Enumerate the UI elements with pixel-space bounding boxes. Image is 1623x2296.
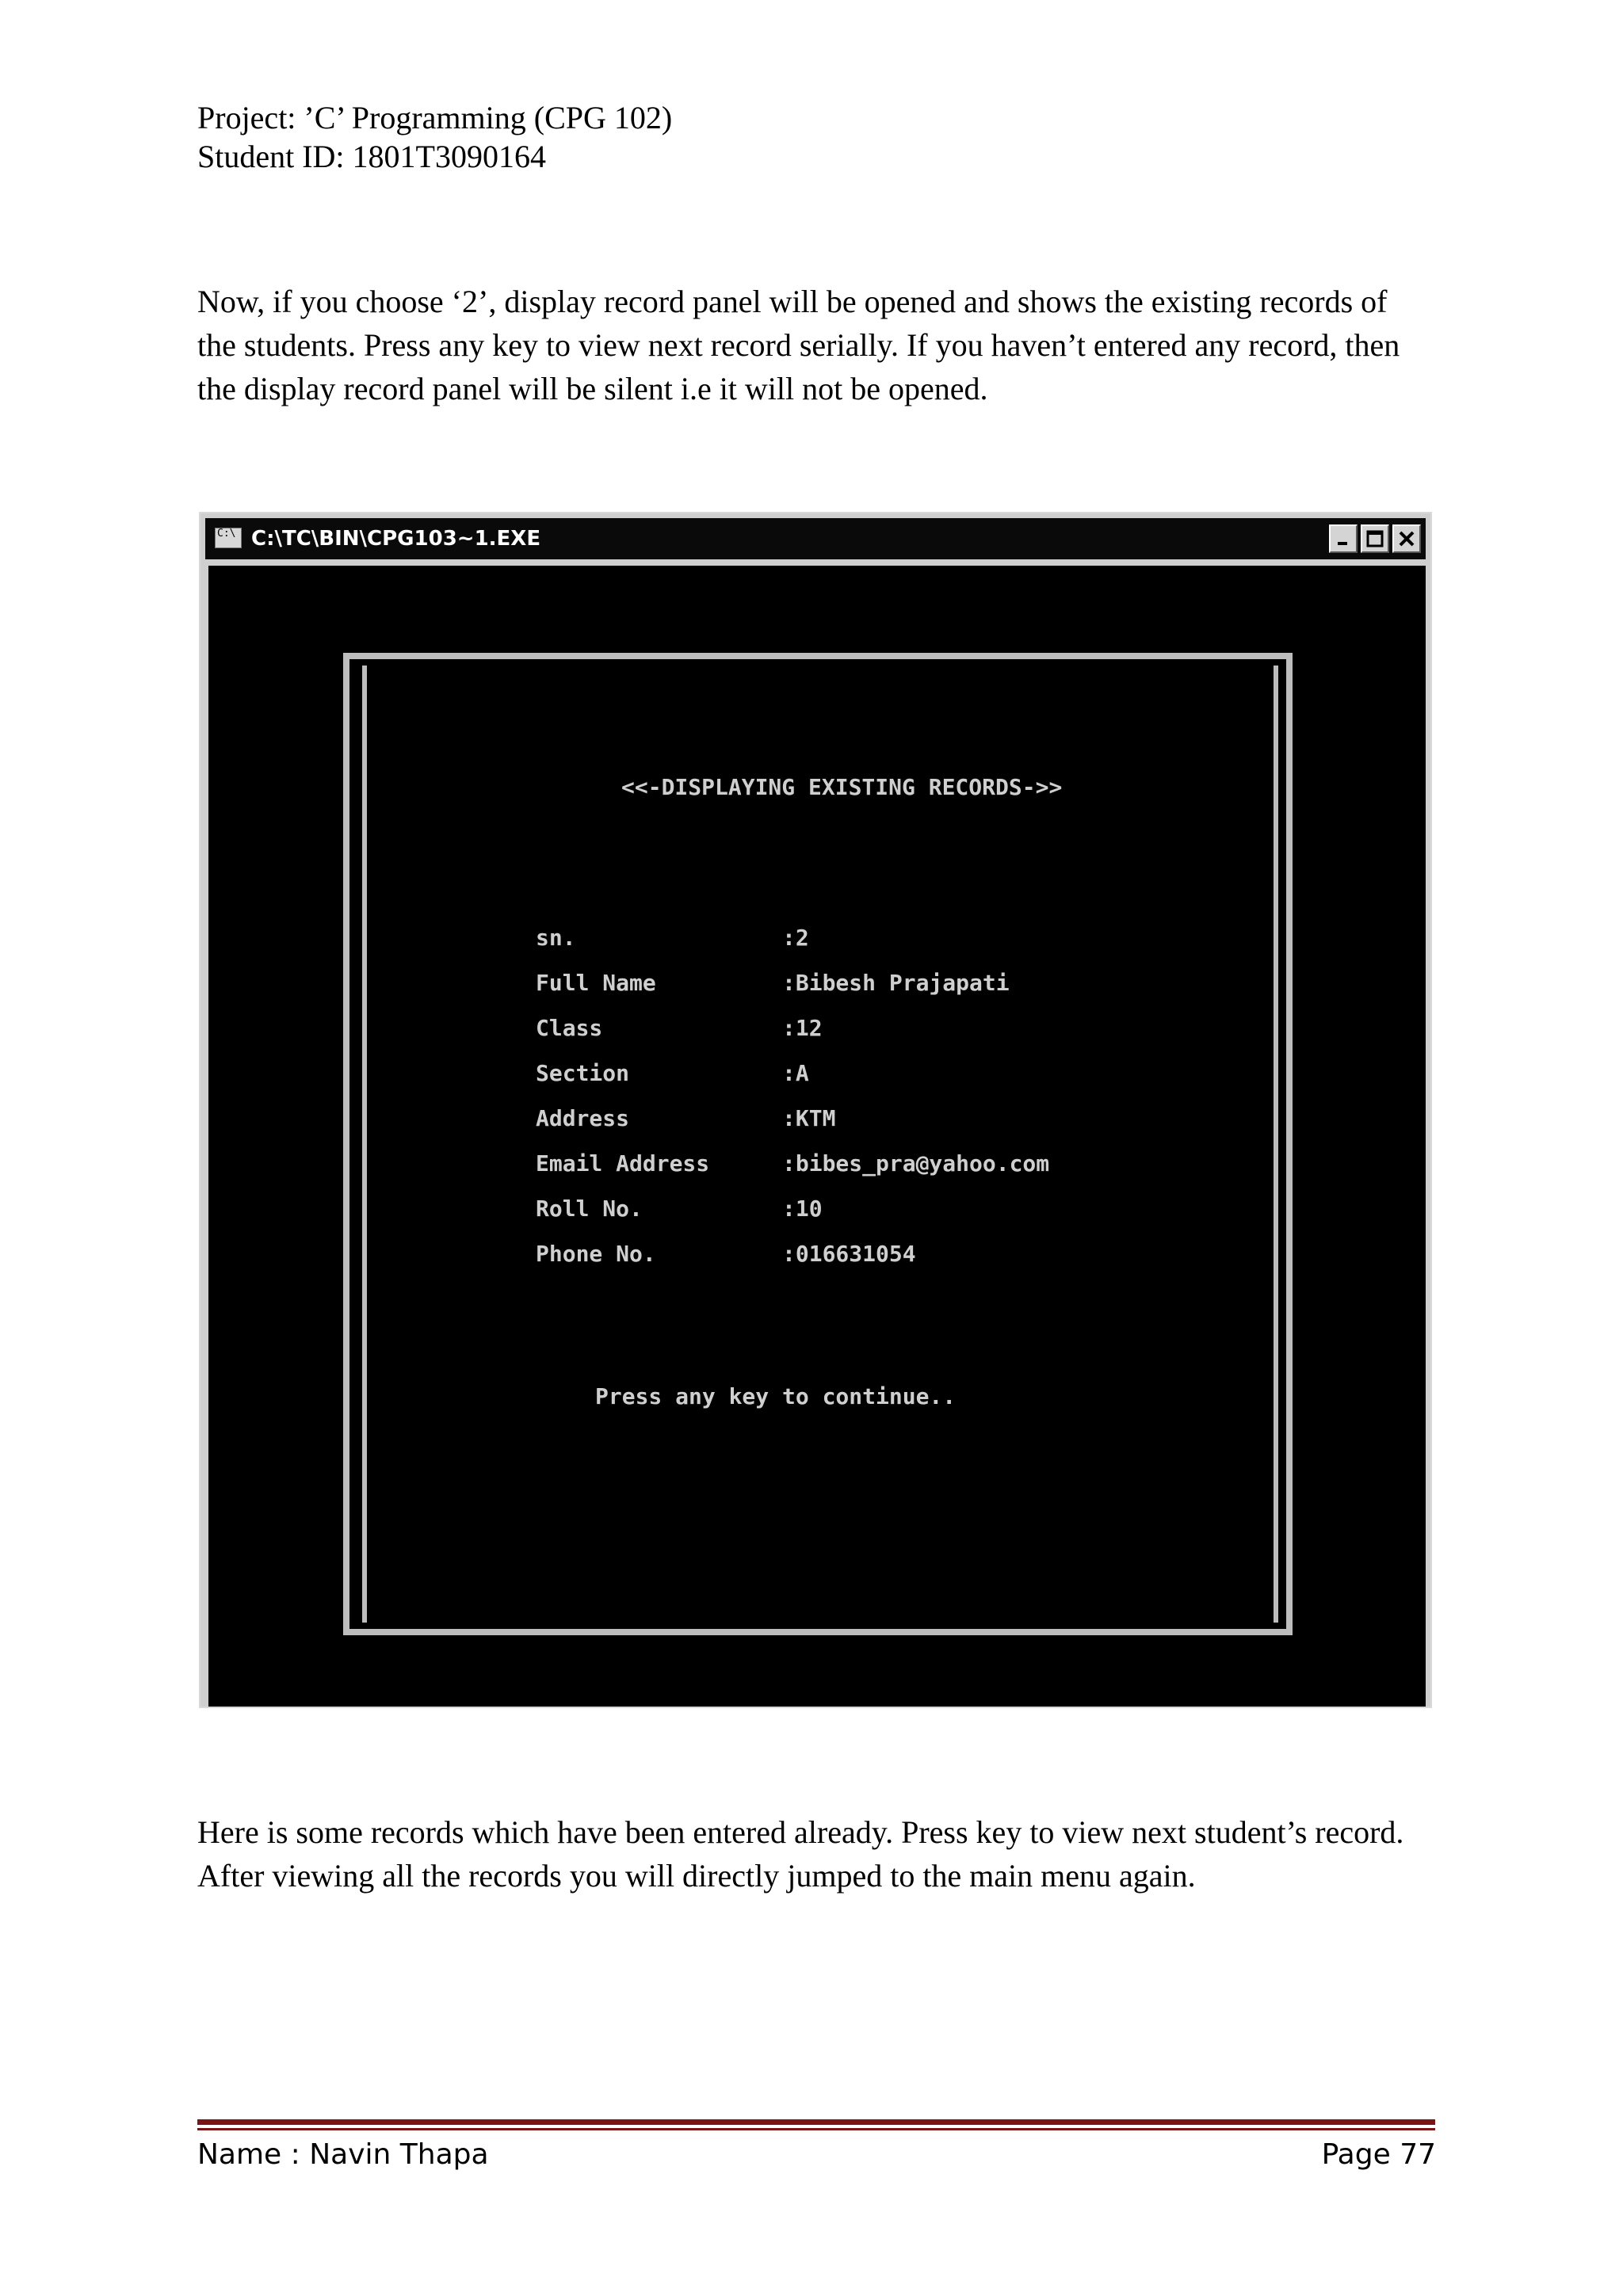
record-label: Class [536, 1015, 603, 1041]
record-label: Address [536, 1105, 630, 1131]
record-label: Full Name [536, 970, 656, 996]
closing-paragraph: Here is some records which have been entered already. Press key to view next student’s record. After viewing all the records you will directly jumped to the main menu again. [197, 1814, 1404, 1894]
footer-page-number: Page 77 [1321, 2138, 1436, 2171]
footer-author: Name : Navin Thapa [197, 2138, 489, 2171]
maximize-icon [1362, 526, 1388, 551]
footer-rule-thin [197, 2128, 1435, 2130]
record-label: Roll No. [536, 1196, 643, 1222]
record-value: :10 [782, 1196, 823, 1222]
maximize-button[interactable] [1361, 524, 1389, 553]
record-value: :Bibesh Prajapati [782, 970, 1010, 996]
record-label: Phone No. [536, 1241, 656, 1267]
record-panel-inner-frame [362, 666, 1278, 1623]
console-app-icon: C:\ [215, 528, 242, 548]
close-button[interactable] [1392, 524, 1421, 553]
record-value: :2 [782, 925, 809, 951]
footer-rule-thick [197, 2119, 1435, 2125]
console-screen [208, 566, 1426, 1707]
record-value: :bibes_pra@yahoo.com [782, 1150, 1050, 1177]
record-value: :A [782, 1060, 809, 1086]
record-value: :12 [782, 1015, 823, 1041]
console-window-screenshot [199, 512, 1432, 1708]
record-value: :016631054 [782, 1241, 916, 1267]
record-value: :KTM [782, 1105, 836, 1131]
record-panel-heading: <<-DISPLAYING EXISTING RECORDS->> [621, 774, 1063, 800]
console-window-title: C:\TC\BIN\CPG103~1.EXE [251, 527, 541, 551]
minimize-icon [1331, 526, 1356, 551]
record-label: sn. [536, 925, 576, 951]
console-title-bar [205, 518, 1426, 559]
intro-paragraph: Now, if you choose ‘2’, display record panel will be opened and shows the existing records of the students. Press any key to view next record serially. If you haven’t entered any record, then the display record panel will be silent i.e it will not be opened. [197, 284, 1400, 406]
record-label: Section [536, 1060, 630, 1086]
continue-prompt: Press any key to continue.. [595, 1383, 957, 1409]
project-title: Project: ’C’ Programming (CPG 102) [197, 100, 673, 135]
close-icon [1394, 526, 1419, 551]
minimize-button[interactable] [1329, 524, 1358, 553]
record-label: Email Address [536, 1150, 710, 1177]
student-id: Student ID: 1801T3090164 [197, 139, 546, 174]
page-header [197, 98, 672, 176]
